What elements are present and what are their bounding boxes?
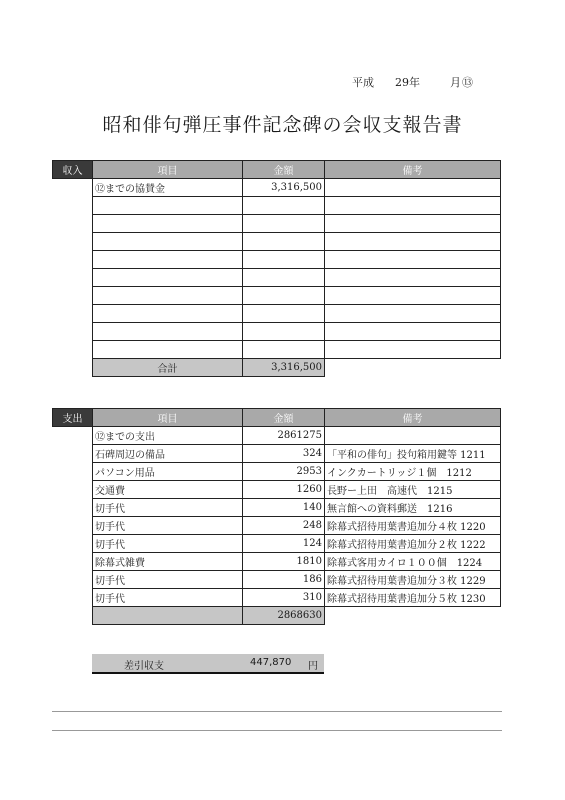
row-spacer xyxy=(53,445,93,463)
row-spacer xyxy=(53,305,93,323)
row-item: 切手代 xyxy=(93,535,243,553)
row-note: 長野ー上田 高速代 1215 xyxy=(325,481,501,499)
table-row xyxy=(53,445,501,463)
row-item: ⑫までの支出 xyxy=(93,427,243,445)
table-row xyxy=(53,463,501,481)
row-spacer xyxy=(325,359,501,377)
row-item xyxy=(93,215,243,233)
row-spacer xyxy=(53,323,93,341)
row-amount: 1260 xyxy=(243,481,325,499)
row-note xyxy=(325,305,501,323)
income-body xyxy=(53,161,501,377)
row-spacer xyxy=(53,269,93,287)
row-note xyxy=(325,323,501,341)
table-row xyxy=(53,215,501,233)
row-item: パソコン用品 xyxy=(93,463,243,481)
row-note: 「平和の俳句」投句箱用鍵等 1211 xyxy=(325,445,501,463)
expense-section-label: 支出 xyxy=(53,409,93,427)
row-amount: 2861275 xyxy=(243,427,325,445)
row-spacer xyxy=(53,215,93,233)
expense-total-label xyxy=(93,607,243,625)
row-spacer xyxy=(53,571,93,589)
table-row xyxy=(53,499,501,517)
income-table xyxy=(52,160,501,377)
row-item xyxy=(93,233,243,251)
row-note: 除幕式招待用葉書追加分３枚 1229 xyxy=(325,571,501,589)
row-item: 切手代 xyxy=(93,499,243,517)
row-spacer xyxy=(53,287,93,305)
date-era: 平成 xyxy=(352,76,374,89)
row-amount xyxy=(243,323,325,341)
row-note xyxy=(325,197,501,215)
row-spacer xyxy=(53,607,93,625)
row-amount: 124 xyxy=(243,535,325,553)
balance-label: 差引収支 xyxy=(124,661,164,672)
row-amount xyxy=(243,341,325,359)
row-amount: 3,316,500 xyxy=(243,179,325,197)
row-item: 交通費 xyxy=(93,481,243,499)
row-note xyxy=(325,269,501,287)
row-item xyxy=(93,341,243,359)
row-amount: 140 xyxy=(243,499,325,517)
table-row xyxy=(53,269,501,287)
row-item xyxy=(93,251,243,269)
expense-col-amount: 金額 xyxy=(243,409,325,427)
row-item xyxy=(93,323,243,341)
income-section-label: 収入 xyxy=(53,161,93,179)
table-row xyxy=(53,251,501,269)
income-total-amount: 3,316,500 xyxy=(243,359,325,377)
income-col-item: 項目 xyxy=(93,161,243,179)
row-spacer xyxy=(325,607,501,625)
row-note xyxy=(325,179,501,197)
divider-line xyxy=(52,730,502,731)
table-row xyxy=(53,341,501,359)
row-note: インクカートリッジ１個 1212 xyxy=(325,463,501,481)
balance-bar xyxy=(92,654,324,674)
row-amount xyxy=(243,197,325,215)
table-row xyxy=(53,553,501,571)
table-row xyxy=(53,481,501,499)
row-item: 切手代 xyxy=(93,517,243,535)
divider-line xyxy=(52,711,502,712)
row-spacer xyxy=(53,233,93,251)
page-title: 昭和俳句弾圧事件記念碑の会収支報告書 xyxy=(102,114,463,136)
expense-body xyxy=(53,409,501,625)
row-spacer xyxy=(53,499,93,517)
expense-col-item: 項目 xyxy=(93,409,243,427)
row-item xyxy=(93,269,243,287)
income-col-note: 備考 xyxy=(325,161,501,179)
row-spacer xyxy=(53,197,93,215)
row-amount xyxy=(243,305,325,323)
row-amount xyxy=(243,251,325,269)
income-total-row xyxy=(53,359,501,377)
row-item: 除幕式雑費 xyxy=(93,553,243,571)
row-amount: 2953 xyxy=(243,463,325,481)
row-spacer xyxy=(53,589,93,607)
table-row xyxy=(53,517,501,535)
table-row xyxy=(53,535,501,553)
balance-amount: 447,870 xyxy=(250,657,292,668)
income-col-amount: 金額 xyxy=(243,161,325,179)
row-spacer xyxy=(53,517,93,535)
row-item: ⑫までの協賛金 xyxy=(93,179,243,197)
expense-total-amount: 2868630 xyxy=(243,607,325,625)
row-note: 除幕式客用カイロ１００個 1224 xyxy=(325,553,501,571)
row-item xyxy=(93,197,243,215)
row-note xyxy=(325,341,501,359)
date-day: ⑬ xyxy=(462,76,473,89)
row-amount xyxy=(243,215,325,233)
row-amount: 324 xyxy=(243,445,325,463)
row-amount xyxy=(243,287,325,305)
row-note xyxy=(325,215,501,233)
row-item: 石碑周辺の備品 xyxy=(93,445,243,463)
table-row xyxy=(53,589,501,607)
row-spacer xyxy=(53,359,93,377)
row-note xyxy=(325,233,501,251)
table-row xyxy=(53,197,501,215)
row-item: 切手代 xyxy=(93,589,243,607)
row-item xyxy=(93,305,243,323)
row-spacer xyxy=(53,535,93,553)
row-item xyxy=(93,287,243,305)
row-spacer xyxy=(53,179,93,197)
expense-table xyxy=(52,408,501,625)
table-row xyxy=(53,571,501,589)
row-amount: 1810 xyxy=(243,553,325,571)
row-spacer xyxy=(53,251,93,269)
date-month: 月 xyxy=(450,76,461,89)
row-note: 除幕式招待用葉書追加分５枚 1230 xyxy=(325,589,501,607)
table-row xyxy=(53,427,501,445)
date-year: 29年 xyxy=(395,76,420,89)
row-spacer xyxy=(53,481,93,499)
row-amount xyxy=(243,233,325,251)
row-spacer xyxy=(53,427,93,445)
expense-col-note: 備考 xyxy=(325,409,501,427)
row-spacer xyxy=(53,341,93,359)
row-note: 除幕式招待用葉書追加分４枚 1220 xyxy=(325,517,501,535)
row-amount: 310 xyxy=(243,589,325,607)
income-total-label: 合計 xyxy=(93,359,243,377)
table-row xyxy=(53,179,501,197)
row-amount: 248 xyxy=(243,517,325,535)
row-note xyxy=(325,427,501,445)
row-note xyxy=(325,251,501,269)
expense-total-row xyxy=(53,607,501,625)
table-row xyxy=(53,305,501,323)
expense-header-row xyxy=(53,409,501,427)
row-spacer xyxy=(53,553,93,571)
row-amount xyxy=(243,269,325,287)
table-row xyxy=(53,233,501,251)
income-header-row xyxy=(53,161,501,179)
row-amount: 186 xyxy=(243,571,325,589)
table-row xyxy=(53,287,501,305)
row-note: 除幕式招待用葉書追加分２枚 1222 xyxy=(325,535,501,553)
row-note: 無言館への資料郵送 1216 xyxy=(325,499,501,517)
row-spacer xyxy=(53,463,93,481)
balance-unit: 円 xyxy=(308,661,318,672)
table-row xyxy=(53,323,501,341)
row-item: 切手代 xyxy=(93,571,243,589)
row-note xyxy=(325,287,501,305)
